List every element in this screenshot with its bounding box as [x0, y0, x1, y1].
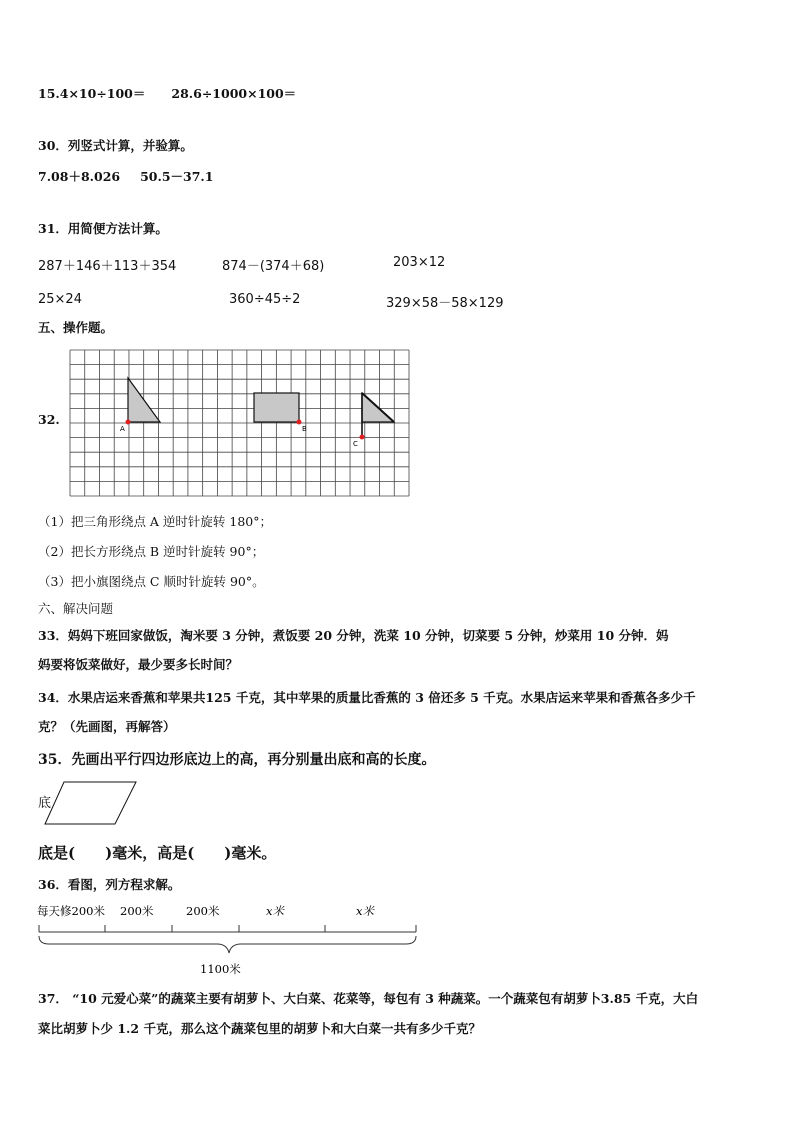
q29-expr-1: 15.4×10÷100＝	[38, 86, 146, 101]
rectangle-shape	[254, 393, 299, 422]
q36-title: 36．看图，列方程求解。	[38, 877, 181, 892]
q30-expressions	[38, 167, 213, 185]
q35-title: 35．先画出平行四边形底边上的高，再分别量出底和高的长度。	[38, 752, 436, 768]
q30-title: 30．列竖式计算，并验算。	[38, 138, 193, 153]
point-b-marker	[297, 420, 302, 425]
total-length-label: 1100米	[200, 962, 241, 976]
parallelogram-figure	[44, 781, 139, 826]
point-c-marker	[360, 435, 365, 440]
q37-line-1: 37． “10 元爱心菜”的蔬菜主要有胡萝卜、大白菜、花菜等，每包有 3 种蔬菜。一个蔬菜包有胡萝卜3.85 千克，大白	[38, 991, 699, 1006]
q33-line-2: 妈要将饭菜做好，最少要多长时间？	[38, 657, 239, 672]
segment-label-4: x米	[266, 904, 284, 918]
q29-expr-2: 28.6÷1000×100＝	[171, 86, 297, 101]
section5-title: 五、操作题。	[38, 320, 114, 335]
point-a-marker	[126, 420, 131, 425]
q29-expressions	[38, 84, 296, 102]
parallelogram-shape	[45, 782, 136, 824]
q31-expr-4: 25×24	[38, 292, 82, 307]
q30-expr-2: 50.5－37.1	[140, 169, 214, 184]
point-c-label: C	[353, 440, 358, 448]
segment-label-3: 200米	[186, 904, 220, 918]
q30-expr-1: 7.08＋8.026	[38, 169, 121, 184]
total-brace	[39, 936, 416, 953]
point-b-label: B	[302, 425, 307, 433]
q37-line-2: 菜比胡萝卜少 1.2 千克，那么这个蔬菜包里的胡萝卜和大白菜一共有多少千克？	[38, 1021, 481, 1036]
q32-grid-figure	[69, 349, 410, 497]
q31-expr-6: 329×58－58×129	[386, 296, 504, 311]
q35-answer: 底是( )毫米，高是( )毫米。	[38, 844, 277, 862]
q32-task-1: （1）把三角形绕点 A 逆时针旋转 180°；	[38, 514, 273, 529]
q32-number: 32.	[38, 412, 60, 427]
q31-expr-1: 287＋146＋113＋354	[38, 259, 177, 274]
q31-expr-5: 360÷45÷2	[229, 292, 301, 307]
segment-label-5: x米	[356, 904, 374, 918]
q33-line-1: 33．妈妈下班回家做饭，淘米要 3 分钟，煮饭要 20 分钟，洗菜 10 分钟，切菜要 5 分钟，炒菜用 10 分钟．妈	[38, 628, 669, 643]
segment-label-1: 每天修200米	[37, 904, 105, 918]
segment-label-2: 200米	[120, 904, 154, 918]
q31-title: 31．用简便方法计算。	[38, 221, 168, 236]
point-a-label: A	[120, 425, 125, 433]
q35-base-label: 底	[38, 796, 52, 811]
q32-task-3: （3）把小旗图绕点 C 顺时针旋转 90°。	[38, 574, 265, 589]
q34-line-1: 34．水果店运来香蕉和苹果共125 千克，其中苹果的质量比香蕉的 3 倍还多 5 千克。水果店运来苹果和香蕉各多少千	[38, 690, 696, 705]
grid-lines	[70, 350, 409, 496]
q34-line-2: 克？（先画图，再解答）	[38, 719, 176, 734]
section6-title: 六、解决问题	[38, 601, 114, 616]
q31-expr-2: 874－(374＋68)	[222, 259, 325, 274]
q32-task-2: （2）把长方形绕点 B 逆时针旋转 90°；	[38, 544, 265, 559]
segment-diagram	[37, 900, 419, 982]
q31-expr-3: 203×12	[393, 255, 446, 270]
